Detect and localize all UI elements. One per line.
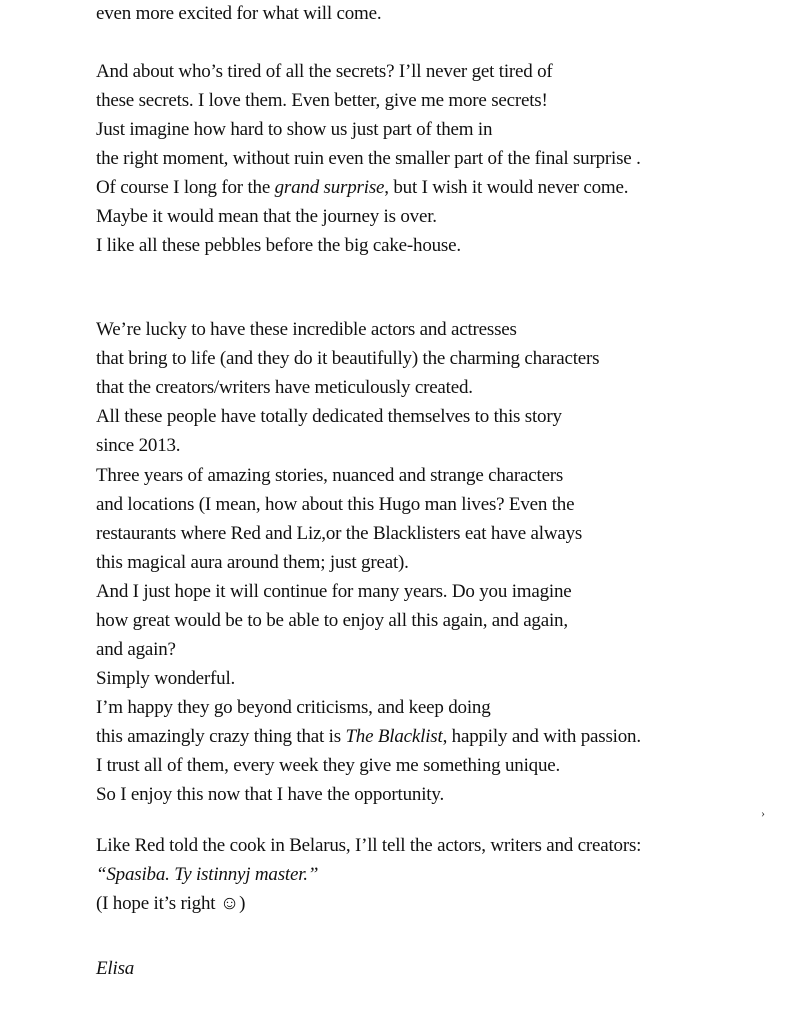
actors-line-12: and again? bbox=[96, 639, 176, 660]
top-line: even more excited for what will come. bbox=[96, 3, 382, 24]
actors-line-7: and locations (I mean, how about this Hugo man lives? Even the bbox=[96, 494, 575, 515]
actors-line-15-start: this amazingly crazy thing that is bbox=[96, 726, 346, 747]
actors-line-3: that the creators/writers have meticulously created. bbox=[96, 377, 473, 398]
secrets-line-5 bbox=[96, 176, 628, 200]
secrets-line-6: Maybe it would mean that the journey is over. bbox=[96, 206, 437, 227]
secrets-line-5-end: , but I wish it would never come. bbox=[384, 177, 629, 198]
russian-quote: “Spasiba. Ty istinnyj master.” bbox=[96, 864, 319, 885]
the-blacklist-italic: The Blacklist bbox=[345, 726, 443, 747]
secrets-line-2: these secrets. I love them. Even better, give me more secrets! bbox=[96, 90, 548, 111]
actors-line-13: Simply wonderful. bbox=[96, 668, 236, 689]
actors-line-9: this magical aura around them; just great). bbox=[96, 552, 409, 573]
actors-line-5: since 2013. bbox=[96, 435, 181, 456]
closing-note: (I hope it’s right ☺) bbox=[96, 893, 246, 914]
actors-line-4: All these people have totally dedicated themselves to this story bbox=[96, 406, 562, 427]
actors-line-11: how great would be to be able to enjoy all this again, and again, bbox=[96, 610, 568, 631]
actors-line-16: I trust all of them, every week they give me something unique. bbox=[96, 755, 561, 776]
actors-line-2: that bring to life (and they do it beautifully) the charming characters bbox=[96, 348, 600, 369]
actors-line-15-end: , happily and with passion. bbox=[442, 726, 641, 747]
actors-line-8: restaurants where Red and Liz,or the Blacklisters eat have always bbox=[96, 523, 583, 544]
signature: Elisa bbox=[96, 958, 135, 979]
secrets-line-1: And about who’s tired of all the secrets? I’ll never get tired of bbox=[96, 61, 553, 82]
secrets-line-5-start: Of course I long for the bbox=[96, 177, 275, 198]
closing-line-1: Like Red told the cook in Belarus, I’ll tell the actors, writers and creators: bbox=[96, 835, 642, 856]
stray-mark: › bbox=[761, 806, 765, 820]
actors-line-1: We’re lucky to have these incredible actors and actresses bbox=[96, 319, 517, 340]
actors-line-17: So I enjoy this now that I have the opportunity. bbox=[96, 784, 445, 805]
secrets-line-7: I like all these pebbles before the big cake-house. bbox=[96, 235, 461, 256]
actors-line-15 bbox=[96, 725, 641, 749]
secrets-line-3: Just imagine how hard to show us just part of them in bbox=[96, 119, 493, 140]
actors-line-6: Three years of amazing stories, nuanced and strange characters bbox=[96, 465, 564, 486]
actors-line-10: And I just hope it will continue for many years. Do you imagine bbox=[96, 581, 572, 602]
grand-surprise-italic: grand surprise bbox=[274, 177, 385, 198]
secrets-line-4: the right moment, without ruin even the smaller part of the final surprise . bbox=[96, 148, 641, 169]
actors-line-14: I’m happy they go beyond criticisms, and keep doing bbox=[96, 697, 491, 718]
